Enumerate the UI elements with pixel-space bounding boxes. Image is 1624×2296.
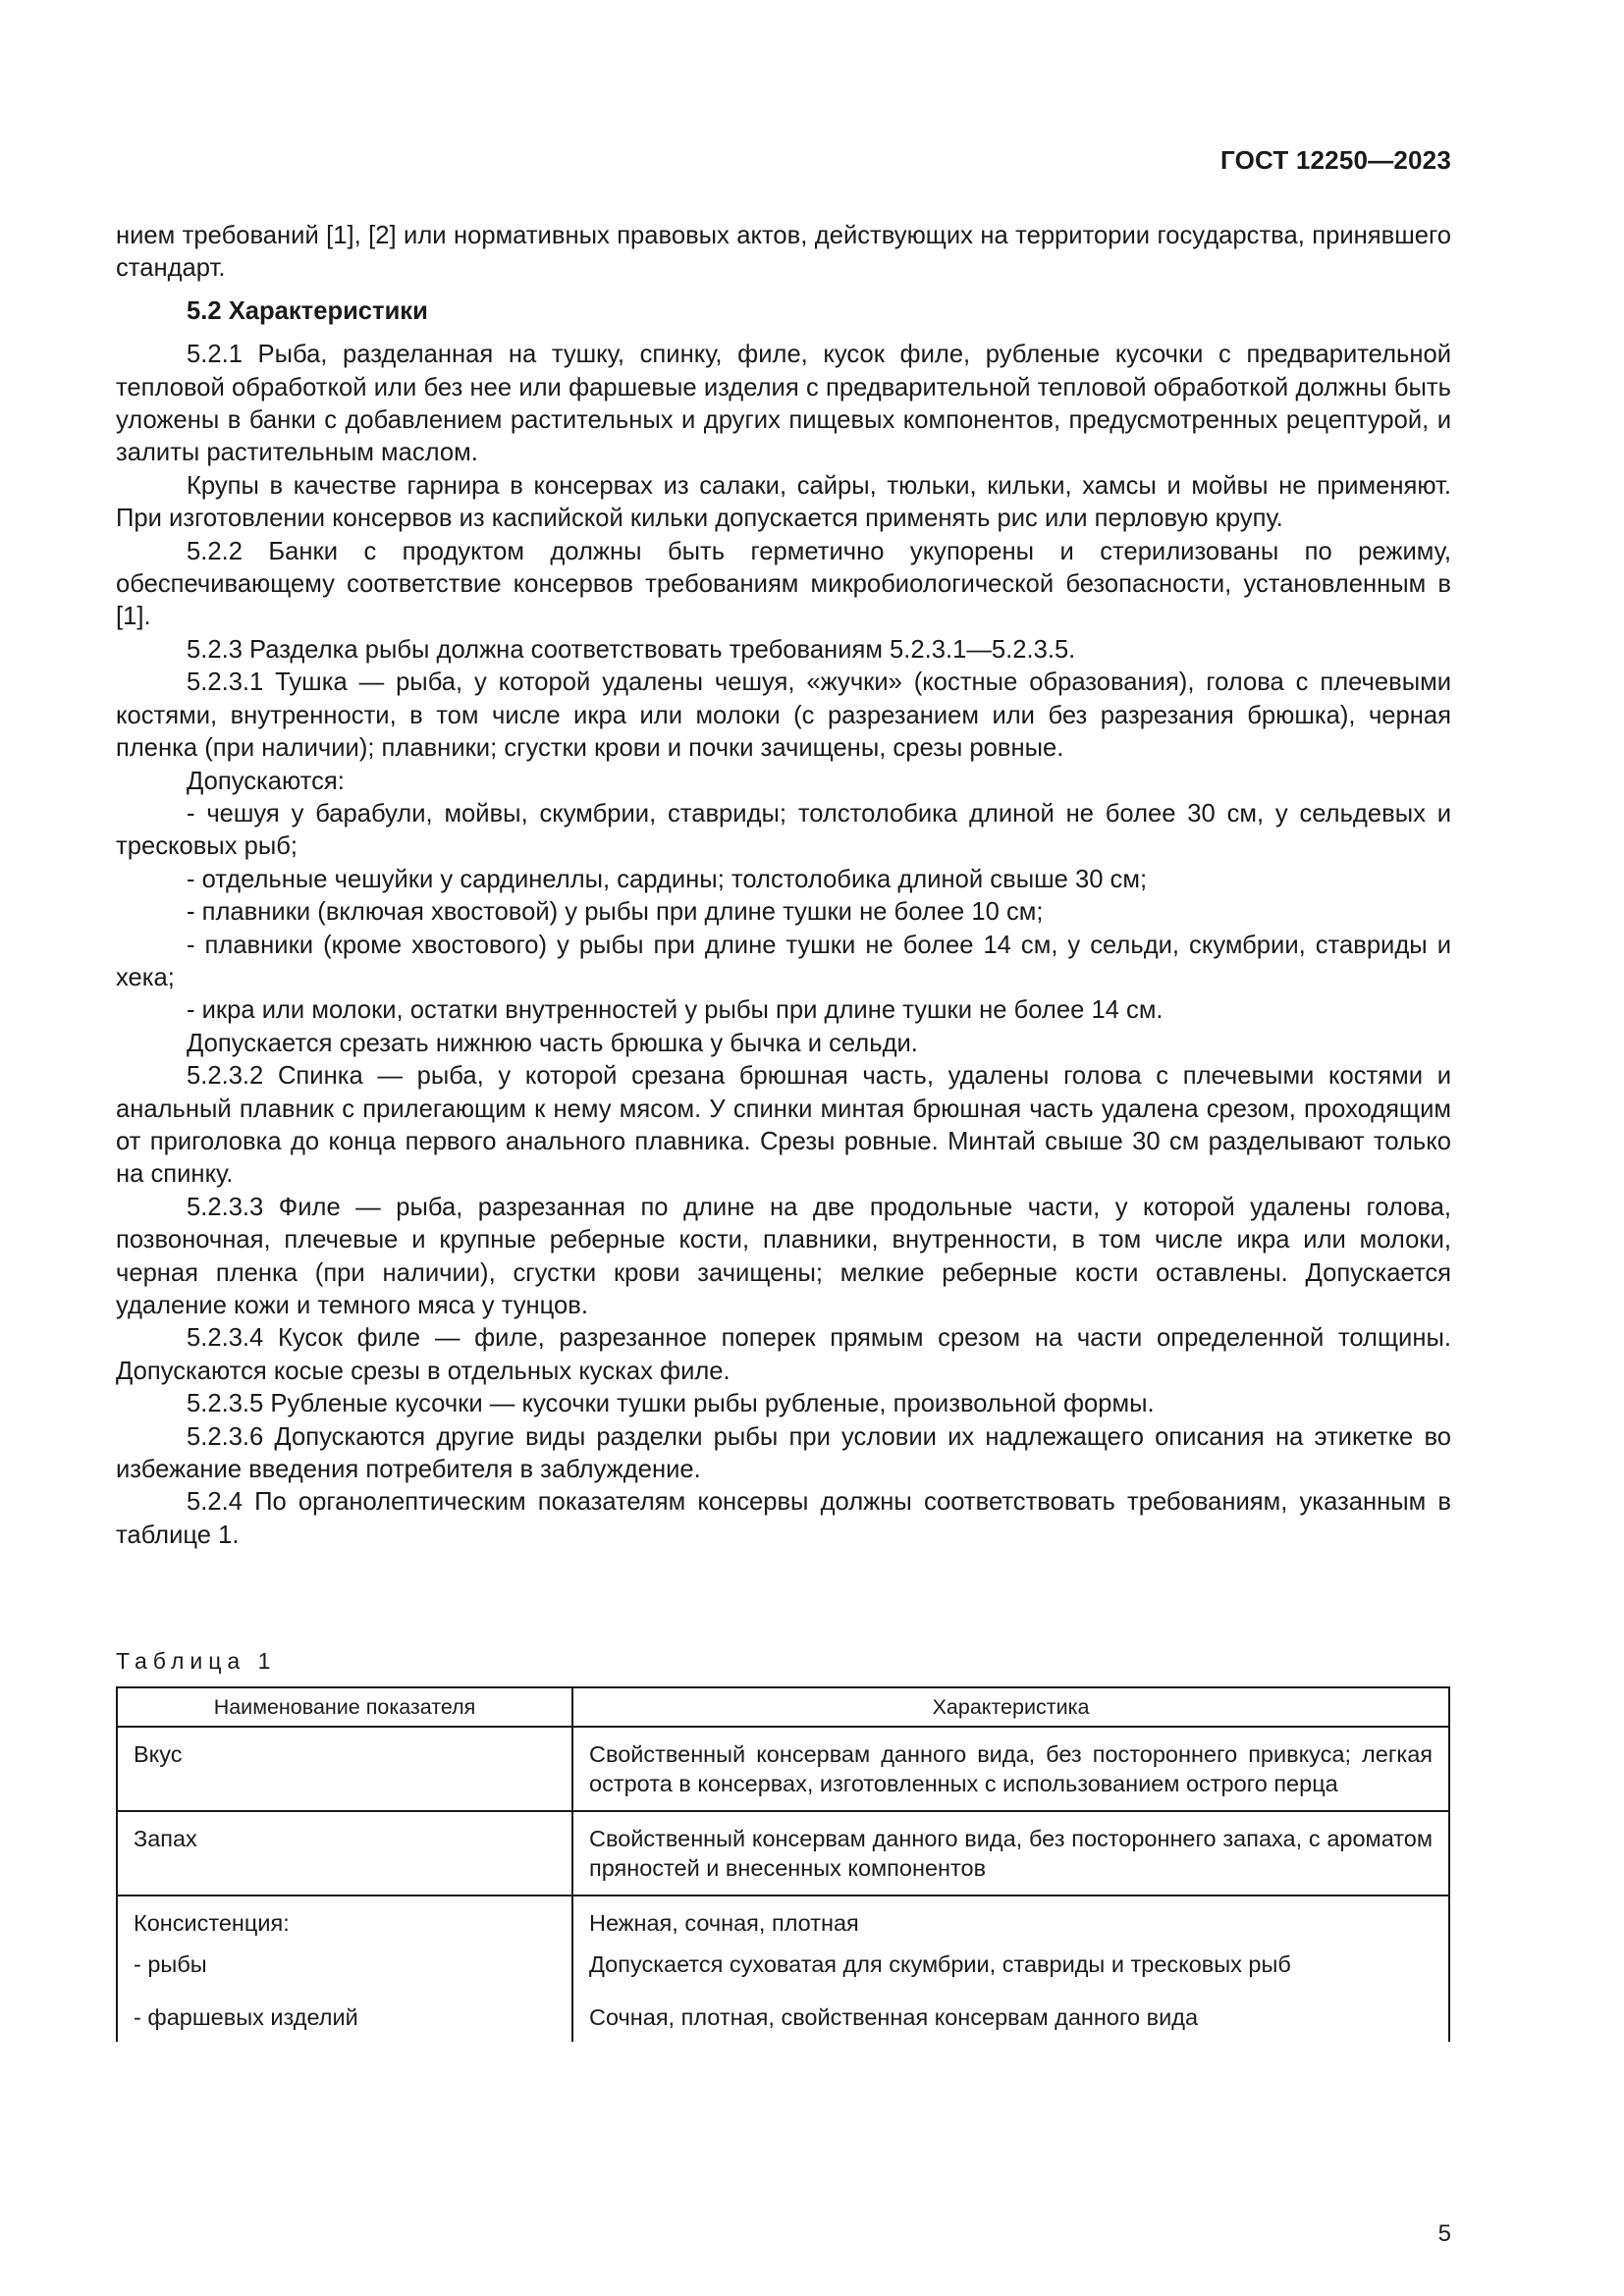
indicator-name: Вкус (117, 1727, 572, 1811)
paragraph: нием требований [1], [2] или нормативных правовых актов, действующих на территории государства, принявшего стандарт. (116, 222, 1451, 283)
paragraph: - отдельные чешуйки у сардинеллы, сардины; толстолобика длиной свыше 30 см; (187, 865, 1148, 893)
paragraph: 5.2.2 Банки с продуктом должны быть герметично укупорены и стерилизованы по режиму, обеспечивающему соответствие консервов требованиям микробиологической безопасности, установленным в [1]. (116, 537, 1451, 631)
paragraph: - икра или молоки, остатки внутренностей у рыбы при длине тушки не более 14 см. (187, 996, 1164, 1025)
table-row (117, 1727, 1449, 1811)
section-heading: 5.2 Характеристики (187, 296, 428, 325)
document-standard-id: ГОСТ 12250—2023 (1220, 145, 1451, 175)
indicator-name: - фаршевых изделий (117, 2002, 572, 2042)
paragraph: Крупы в качестве гарнира в консервах из салаки, сайры, тюльки, кильки, хамсы и мойвы не применяют. При изготовлении консервов из каспийской кильки допускается применять рис или перловую крупу. (116, 471, 1451, 533)
paragraph: Допускаются: (187, 767, 345, 795)
paragraph: 5.2.3.6 Допускаются другие виды разделки рыбы при условии их надлежащего описания на этикетке во избежание введения потребителя в заблуждение. (116, 1422, 1451, 1484)
indicator-value: Сочная, плотная, свойственная консервам данного вида (572, 2002, 1449, 2042)
indicator-value: Нежная, сочная, плотная (572, 1896, 1449, 1949)
paragraph: 5.2.3.4 Кусок филе — филе, разрезанное поперек прямым срезом на части определенной толщины. Допускаются косые срезы в отдельных кусках филе. (116, 1324, 1451, 1385)
indicator-value: Свойственный консервам данного вида, без постороннего привкуса; легкая острота в консервах, изготовленных с использованием острого перца (572, 1727, 1449, 1811)
body-text (116, 220, 1451, 1552)
column-header-indicator: Наименование показателя (117, 1687, 572, 1727)
paragraph: - плавники (включая хвостовой) у рыбы при длине тушки не более 10 см; (187, 898, 1044, 927)
paragraph: 5.2.4 По органолептическим показателям консервы должны соответствовать требованиям, указанным в таблице 1. (116, 1488, 1451, 1549)
indicator-name: Консистенция: (117, 1896, 572, 1949)
table-row (117, 2002, 1449, 2042)
table-header-row (117, 1687, 1449, 1727)
page-number: 5 (1437, 2220, 1451, 2247)
table-row (117, 1811, 1449, 1896)
table-caption: Таблица 1 (116, 1648, 277, 1674)
paragraph: 5.2.3 Разделка рыбы должна соответствовать требованиям 5.2.3.1—5.2.3.5. (187, 635, 1076, 664)
organoleptic-table (116, 1686, 1450, 2042)
indicator-name: Запах (117, 1811, 572, 1896)
paragraph: - плавники (кроме хвостового) у рыбы при длине тушки не более 14 см, у сельди, скумбрии, ставриды и хека; (116, 931, 1451, 991)
paragraph: 5.2.1 Рыба, разделанная на тушку, спинку, филе, кусок филе, рубленые кусочки с предварительной тепловой обработкой или без нее или фаршевые изделия с предварительной тепловой обработкой должны быть уложены в банки с добавлением растительных и других пищевых компонентов, предусмотренных рецептурой, и залиты растительным маслом. (116, 341, 1451, 467)
paragraph: Допускается срезать нижнюю часть брюшка у бычка и сельди. (187, 1029, 918, 1057)
paragraph: - чешуя у барабули, мойвы, скумбрии, ставриды; толстолобика длиной не более 30 см, у сельдевых и тресковых рыб; (116, 799, 1451, 861)
paragraph: 5.2.3.2 Спинка — рыба, у которой срезана брюшная часть, удалены голова с плечевыми костями и анальный плавник с прилегающим к нему мясом. У спинки минтая брюшная часть удалена срезом, проходящим от приголовка до конца первого анального плавника. Срезы ровные. Минтай свыше 30 см разделывают только на спинку. (116, 1062, 1451, 1189)
paragraph: 5.2.3.3 Филе — рыба, разрезанная по длине на две продольные части, у которой удалены голова, позвоночная, плечевые и крупные реберные кости, плавники, внутренности, в том числе икра или молоки, черная пленка (при наличии), сгустки крови зачищены; мелкие реберные кости оставлены. Допускается удаление кожи и темного мяса у тунцов. (116, 1193, 1451, 1319)
table-row (117, 1896, 1449, 1949)
indicator-value: Свойственный консервам данного вида, без постороннего запаха, с ароматом пряностей и внесенных компонентов (572, 1811, 1449, 1896)
column-header-characteristic: Характеристика (572, 1687, 1449, 1727)
paragraph: 5.2.3.5 Рубленые кусочки — кусочки тушки рыбы рубленые, произвольной формы. (187, 1390, 1155, 1418)
paragraph: 5.2.3.1 Тушка — рыба, у которой удалены чешуя, «жучки» (костные образования), голова с плечевыми костями, внутренности, в том числе икра или молоки (с разрезанием или без разрезания брюшка), черная пленка (при наличии); плавники; сгустки крови и почки зачищены, срезы ровные. (116, 668, 1451, 763)
table-row (117, 1949, 1449, 2002)
indicator-value: Допускается суховатая для скумбрии, ставриды и тресковых рыб (572, 1949, 1449, 2002)
indicator-name: - рыбы (117, 1949, 572, 2002)
